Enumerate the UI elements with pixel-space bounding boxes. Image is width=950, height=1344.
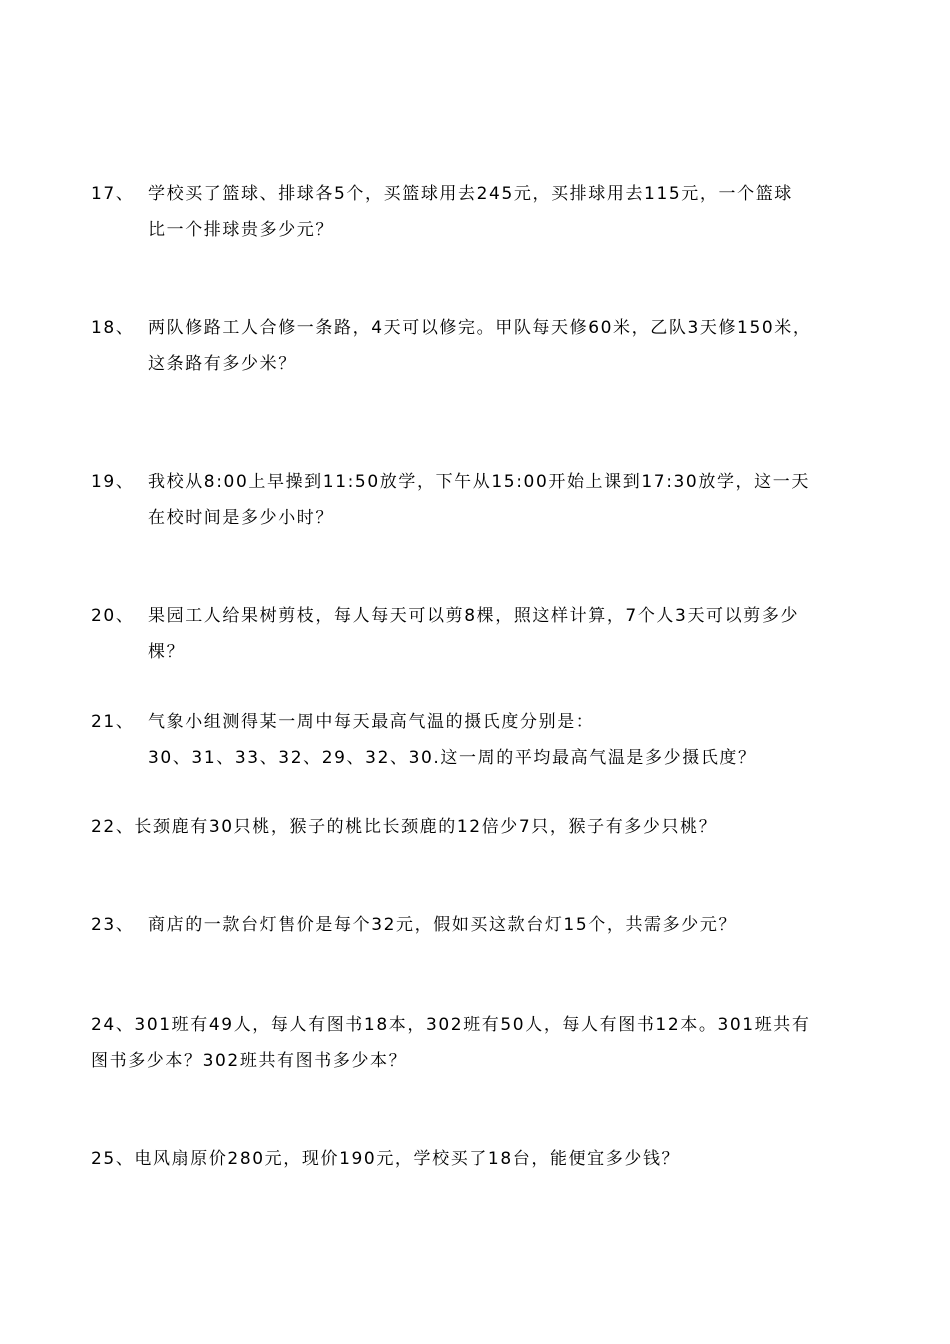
question-text-line: 22、长颈鹿有30只桃，猴子的桃比长颈鹿的12倍少7只，猴子有多少只桃？ (91, 817, 718, 837)
question-number: 18、 (91, 318, 135, 338)
question-number: 20、 (91, 606, 135, 626)
question-text-line: 在校时间是多少小时？ (148, 508, 334, 528)
question-text-line: 商店的一款台灯售价是每个32元，假如买这款台灯15个，共需多少元？ (148, 915, 738, 935)
question-number: 19、 (91, 472, 135, 492)
question-text-line: 学校买了篮球、排球各5个，买篮球用去245元，买排球用去115元，一个篮球 (148, 184, 793, 204)
question-text-line: 25、电风扇原价280元，现价190元，学校买了18台，能便宜多少钱？ (91, 1149, 681, 1169)
question-text-line: 图书多少本？302班共有图书多少本？ (91, 1051, 408, 1071)
question-text-line: 我校从8:00上早操到11:50放学，下午从15:00开始上课到17:30放学，这一天 (148, 472, 810, 492)
question-number: 21、 (91, 712, 135, 732)
question-text-line: 棵？ (148, 642, 186, 662)
question-text-line: 这条路有多少米？ (148, 354, 297, 374)
question-text-line: 24、301班有49人，每人有图书18本，302班有50人，每人有图书12本。301班共有 (91, 1015, 811, 1035)
question-text-line: 30、31、33、32、29、32、30.这一周的平均最高气温是多少摄氏度？ (148, 748, 757, 768)
question-number: 17、 (91, 184, 135, 204)
question-text-line: 果园工人给果树剪枝，每人每天可以剪8棵，照这样计算，7个人3天可以剪多少 (148, 606, 800, 626)
question-text-line: 比一个排球贵多少元？ (148, 220, 334, 240)
question-text-line: 气象小组测得某一周中每天最高气温的摄氏度分别是： (148, 712, 595, 732)
question-text-line: 两队修路工人合修一条路，4天可以修完。甲队每天修60米，乙队3天修150米， (148, 318, 812, 338)
question-number: 23、 (91, 915, 135, 935)
